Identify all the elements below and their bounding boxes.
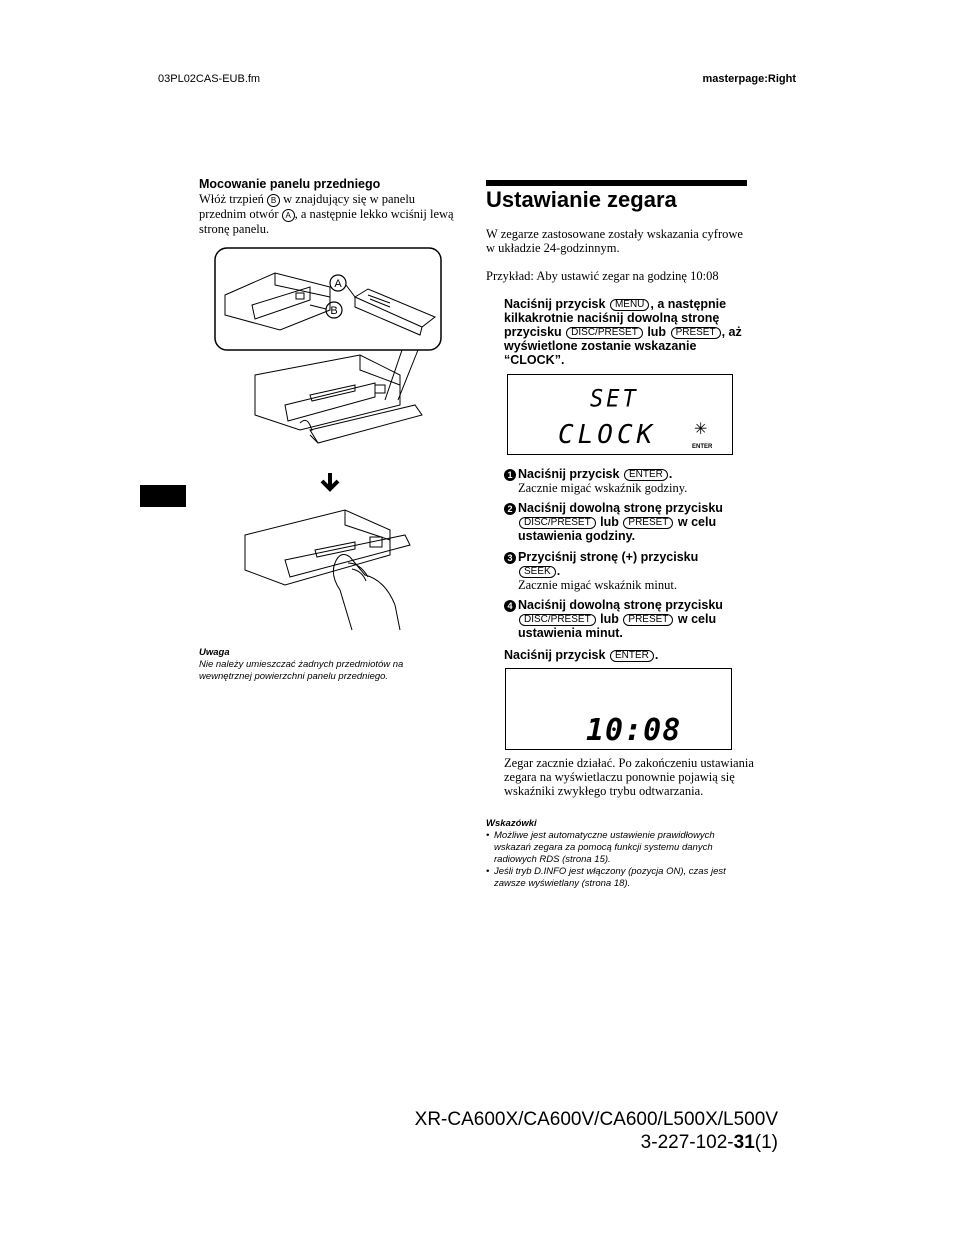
sub-step-3: 3 Przyciśnij stronę (+) przycisku SEEK . Zacznie migać wskaźnik minut. xyxy=(504,550,754,592)
disc-preset-button-label: DISC/PRESET xyxy=(519,614,596,626)
sub-step-3-desc: Zacznie migać wskaźnik minut. xyxy=(518,578,677,592)
menu-button-label: MENU xyxy=(610,299,649,311)
header-filename: 03PL02CAS-EUB.fm xyxy=(158,73,261,85)
step-number-1: 1 xyxy=(504,469,516,481)
tips-block: Wskazówki • Możliwe jest automatyczne ustawienie prawidłowych wskazań zegara za pomocą funkcji systemu danych radiowych RDS (strona 15). • Jeśli tryb D.INFO jest włączony (pozycja ON), czas jest zawsze wyświetlany (strona 18). xyxy=(486,818,754,890)
sub-step-4 xyxy=(504,598,754,640)
enter-button-label: ENTER xyxy=(610,650,654,662)
footer-page-number: 31 xyxy=(733,1132,755,1153)
mounting-text xyxy=(199,192,464,236)
step-1-text-2: , a następnie kilkakrotnie naciśnij dowolną stronę przycisku xyxy=(504,297,727,339)
step-1-text-1: Naciśnij przycisk xyxy=(504,297,606,311)
sub-step-2 xyxy=(504,501,754,543)
note-title: Uwaga xyxy=(199,647,230,658)
tips-title: Wskazówki xyxy=(486,818,537,829)
result-text: Zegar zacznie działać. Po zakończeniu ustawiania zegara na wyświetlaczu ponownie pojawią się wskaźniki zwykłego trybu odtwarzania. xyxy=(504,756,754,798)
disc-preset-button-label: DISC/PRESET xyxy=(519,517,596,529)
mounting-text-2: w znajdujący się w panelu przednim otwór xyxy=(199,192,416,221)
detail-inset-box xyxy=(215,248,441,350)
header-masterpage: masterpage:Right xyxy=(702,73,796,85)
preset-button-label: PRESET xyxy=(623,517,673,529)
disc-preset-button-label: DISC/PRESET xyxy=(566,327,643,339)
footer-code xyxy=(641,1131,778,1155)
hand-drawing xyxy=(333,555,400,630)
arrow-down-icon xyxy=(322,473,338,489)
lcd-line-1: SET xyxy=(590,385,639,414)
label-b: B xyxy=(330,305,338,317)
sub-step-3-text: Przyciśnij stronę (+) przycisku xyxy=(518,550,699,564)
sub-step-1: 1 Naciśnij przycisk ENTER . Zacznie migać wskaźnik godziny. xyxy=(504,467,754,495)
step-number-4: 4 xyxy=(504,600,516,612)
sub-step-4-text: Naciśnij dowolną stronę przycisku xyxy=(518,598,723,612)
detail-unit xyxy=(225,273,330,330)
footer-model: XR-CA600X/CA600V/CA600/L500X/L500V xyxy=(414,1109,778,1130)
note-text: Nie należy umieszczać żadnych przedmiotów na wewnętrznej powierzchni panelu przedniego. xyxy=(199,659,404,682)
lcd-display-set-clock xyxy=(507,374,733,455)
step-2: Naciśnij przycisk ENTER . xyxy=(504,648,659,662)
section-tab xyxy=(140,485,186,507)
mounting-text-3: , a następnie lekko wciśnij lewą stronę panelu. xyxy=(199,207,454,236)
mounting-heading: Mocowanie panelu przedniego xyxy=(199,177,381,191)
sub-step-4-text-2: w celu ustawienia minut. xyxy=(518,612,717,640)
section-title: Ustawianie zegara xyxy=(486,187,677,212)
footer-code-prefix: 3-227-102- xyxy=(640,1132,734,1153)
step-2-text: Naciśnij przycisk xyxy=(504,648,606,662)
mark-a-icon: A xyxy=(282,209,295,222)
lcd-line-2: CLOCK xyxy=(558,420,657,450)
step-number-2: 2 xyxy=(504,503,516,515)
label-a: A xyxy=(334,278,342,290)
sub-step-2-text-2: w celu ustawienia godziny. xyxy=(518,515,717,543)
step-1 xyxy=(504,297,754,367)
step-1-text-3: lub xyxy=(647,325,667,339)
sub-step-1-text: Naciśnij przycisk xyxy=(518,467,620,481)
mounting-text-1: Włóż trzpień xyxy=(199,192,264,206)
sub-step-2-lub: lub xyxy=(600,515,619,529)
enter-button-label: ENTER xyxy=(624,469,668,481)
footer-code-suffix: (1) xyxy=(754,1132,778,1153)
preset-button-label: PRESET xyxy=(671,327,721,339)
detail-panel xyxy=(355,289,435,327)
lcd-enter-label: ENTER xyxy=(692,444,713,450)
seek-button-label: SEEK xyxy=(519,566,556,578)
mark-b-icon: B xyxy=(267,194,280,207)
tip-1: Możliwe jest automatyczne ustawienie prawidłowych wskazań zegara za pomocą funkcji systemu danych radiowych RDS (strona 15). xyxy=(494,830,715,865)
intro-text: W zegarze zastosowane zostały wskazania cyfrowe w układzie 24-godzinnym. xyxy=(486,227,743,255)
example-text: Przykład: Aby ustawić zegar na godzinę 10:08 xyxy=(486,269,719,283)
left-column xyxy=(199,177,464,236)
preset-button-label: PRESET xyxy=(623,614,673,626)
lcd-time: 10:08 xyxy=(586,713,682,748)
sub-step-2-text: Naciśnij dowolną stronę przycisku xyxy=(518,501,723,515)
lower-unit xyxy=(245,510,390,585)
sub-step-1-desc: Zacznie migać wskaźnik godziny. xyxy=(518,481,688,495)
step-number-3: 3 xyxy=(504,552,516,564)
front-panel-illustration xyxy=(190,245,450,645)
lcd-display-time xyxy=(505,668,732,750)
enter-blink-icon: ✳ xyxy=(694,421,708,438)
tip-2: Jeśli tryb D.INFO jest włączony (pozycja ON), czas jest zawsze wyświetlany (strona 18). xyxy=(494,866,726,889)
note-block xyxy=(199,647,449,683)
step-1-text-4: , aż wyświetlone zostanie wskazanie “CLOCK”. xyxy=(504,325,742,367)
sub-step-4-lub: lub xyxy=(600,612,619,626)
